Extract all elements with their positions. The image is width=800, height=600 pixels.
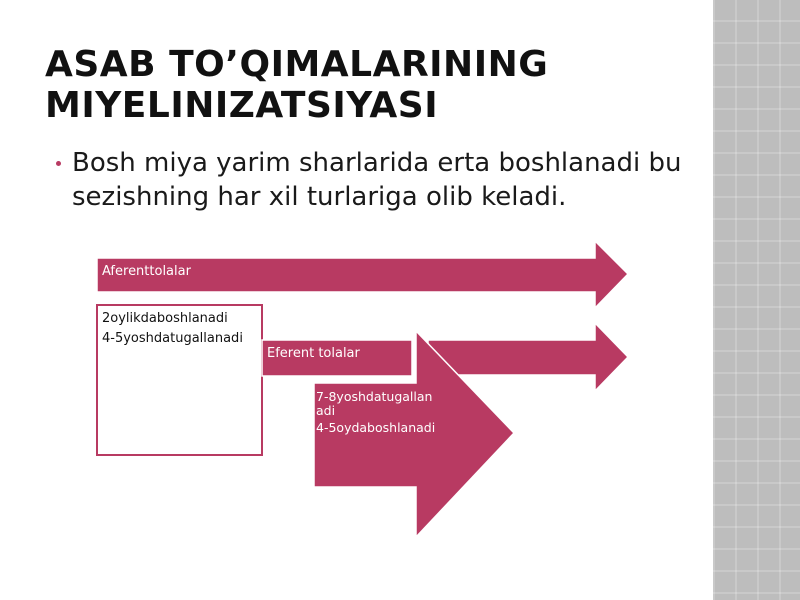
box-line: 4-5yoshdatugallanadi xyxy=(102,331,243,346)
efferent-label: Eferent tolalar xyxy=(267,346,360,361)
efferent-detail-text xyxy=(316,390,440,435)
arrow-line: 7-8yoshdatugallanadi xyxy=(316,389,433,418)
bullet-text: Bosh miya yarim sharlarida erta boshlanadi bu sezishning har xil turlariga olib keladi. xyxy=(72,148,682,212)
box-line: 2oylikdaboshlanadi xyxy=(102,311,228,326)
afferent-label: Aferenttolalar xyxy=(102,264,191,279)
slide-title: ASAB TO’QIMALARINING MIYELINIZATSIYASI xyxy=(45,44,549,126)
arrow-line: 4-5oydaboshlanadi xyxy=(316,420,436,435)
afferent-detail-text xyxy=(102,309,260,349)
